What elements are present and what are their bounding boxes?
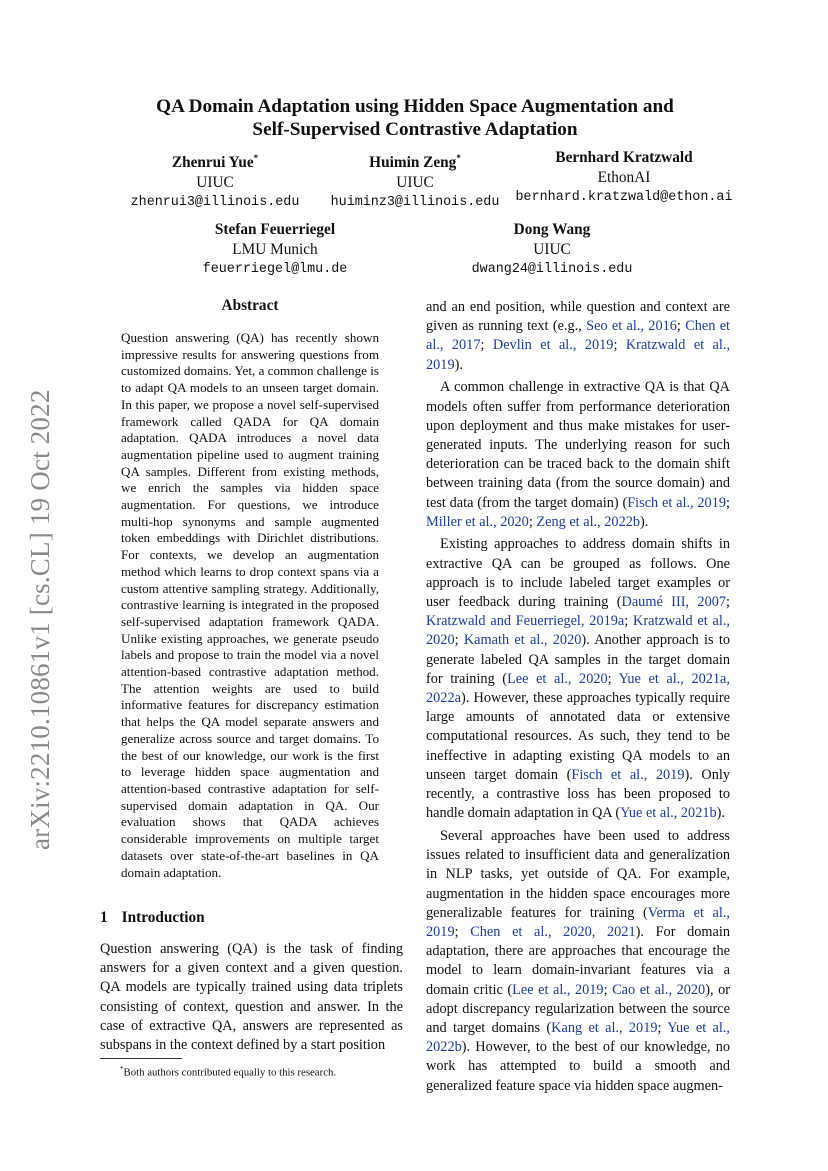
citation-link[interactable]: Seo et al., 2016: [586, 318, 677, 335]
author-affiliation: LMU Munich: [232, 241, 318, 258]
author-block: [175, 220, 375, 280]
paragraph: Existing approaches to address domain shifts in extractive QA can be grouped as follows. One approach is to include labeled target examples or user feedback during training (Daumé III, 2007; Kratzwald and Feuerriegel, 2019a; Kratzwald et al., 2020; Kamath et al., 2020). Another approach is to generate labeled QA samples in the target domain for training (Lee et al., 2020; Yue et al., 2021a, 2022a). However, these approaches typically require large amounts of annotated data or extensive computational resources. As such, they tend to be ineffective in adapting existing QA models to an unseen target domain (Fisch et al., 2019). Only recently, a contrastive loss has been proposed to handle domain adaptation in QA (Yue et al., 2021b).: [426, 536, 731, 822]
citation-link[interactable]: Daumé III, 2007: [621, 594, 727, 611]
arxiv-identifier: arXiv:2210.10861v1 [cs.CL] 19 Oct 2022: [25, 389, 55, 850]
title-line-1: QA Domain Adaptation using Hidden Space Augmentation and: [156, 96, 674, 117]
right-column: [426, 298, 730, 1096]
citation-link[interactable]: Chen et al., 2020, 2021: [470, 924, 636, 940]
citation-link[interactable]: Lee et al., 2019: [512, 981, 604, 998]
paper-title: [100, 95, 730, 141]
citation-link[interactable]: Kratzwald and Feuerriegel, 2019a: [426, 613, 625, 630]
citation-link[interactable]: Chen et al., 2017: [426, 318, 731, 354]
citation-link[interactable]: Lee et al., 2020: [507, 670, 608, 687]
citation-link[interactable]: Kamath et al., 2020: [463, 632, 582, 649]
author-email: feuerriegel@lmu.de: [202, 262, 348, 277]
abstract-text: Question answering (QA) has recently shown impressive results for answering questions from customized domains. Yet, a common challenge is to adapt QA models to an unseen target domain. In this paper, we propose a novel self-supervised framework called QADA for QA domain adaptation. QADA introduces a novel data augmentation pipeline used to augment training QA samples. Different from existing methods, we enrich the samples via hidden space augmentation. For questions, we introduce multi-hop synonyms and sample augmented token embeddings with Dirichlet distributions. For contexts, we develop an augmentation method which learns to drop context spans via a custom attentive sampling strategy. Additionally, contrastive learning is integrated in the proposed self-supervised adaptation framework QADA. Unlike existing approaches, we generate pseudo labels and propose to train the model via a novel attention-based contrastive adaptation method. The attention weights are used to build informative features for discrepancy estimation that helps the QA model separate answers and generalize across source and target domains. To the best of our knowledge, our work is the first to leverage hidden space augmentation and attention-based contrastive adaptation for self-supervised domain adaptation in QA. Our evaluation shows that QADA achieves considerable improvements on multiple target datasets over state-of-the-art baselines in QA domain adaptation.: [121, 330, 379, 880]
citation-link[interactable]: Miller et al., 2020: [426, 513, 529, 530]
section-heading: [100, 909, 205, 927]
author-email: bernhard.kratzwald@ethon.ai: [515, 190, 733, 205]
author-name: Huimin Zeng*: [369, 153, 461, 172]
author-name: Stefan Feuerriegel: [214, 221, 336, 238]
introduction-paragraph: Question answering (QA) is the task of finding answers for a given context and a given question. QA models are typically trained using data triplets consisting of context, question and answer. In the case of extractive QA, answers are represented as subspans in the context defined by a start position: [100, 941, 403, 1054]
citation-link[interactable]: Verma et al., 2019: [426, 904, 731, 940]
citation-link[interactable]: Yue et al., 2021a, 2022a: [426, 670, 730, 707]
citation-link[interactable]: Fisch et al., 2019: [571, 766, 685, 783]
paragraph: Several approaches have been used to address issues related to insufficient data and generalization in NLP tasks, yet outside of QA. For example, augmentation in the hidden space encourages more generalizable features for training (Verma et al., 2019; Chen et al., 2020, 2021). For domain adaptation, there are approaches that encourage the model to learn domain-invariant features via a domain critic (Lee et al., 2019; Cao et al., 2020), or adopt discrepancy regularization between the source and target domains (Kang et al., 2019; Yue et al., 2022b). However, to the best of our knowledge, no work has attempted to build a smooth and generalized feature space via hidden space augmen-: [426, 827, 731, 1094]
author-affiliation: UIUC: [533, 241, 571, 258]
author-block: [320, 148, 510, 213]
citation-link[interactable]: Yue et al., 2022b: [426, 1020, 730, 1056]
citation-link[interactable]: Devlin et al., 2019: [492, 337, 614, 354]
author-name: Bernhard Kratzwald: [555, 149, 693, 166]
author-email: huiminz3@illinois.edu: [330, 195, 500, 211]
citation-link[interactable]: Kratzwald et al., 2020: [426, 613, 730, 649]
author-block: [100, 148, 330, 213]
author-email: zhenrui3@illinois.edu: [130, 195, 300, 211]
author-block: [452, 220, 652, 280]
title-line-2: Self-Supervised Contrastive Adaptation: [252, 119, 578, 140]
citation-link[interactable]: Kratzwald et al., 2019: [426, 337, 731, 373]
author-email: dwang24@illinois.edu: [471, 262, 633, 277]
author-block: [506, 148, 742, 208]
citation-link[interactable]: Kang et al., 2019: [551, 1020, 658, 1037]
citation-link[interactable]: Zeng et al., 2022b: [536, 513, 641, 530]
section-number: 1: [100, 909, 108, 926]
author-name: Zhenrui Yue*: [171, 153, 259, 172]
paragraph: and an end position, while question and context are given as running text (e.g., Seo et al., 2016; Chen et al., 2017; Devlin et al., 2019; Kratzwald et al., 2019).: [426, 299, 731, 373]
author-affiliation: UIUC: [196, 174, 234, 192]
citation-link[interactable]: Cao et al., 2020: [612, 981, 706, 998]
citation-link[interactable]: Fisch et al., 2019: [627, 494, 726, 511]
section-title: Introduction: [121, 909, 205, 926]
paragraph: A common challenge in extractive QA is that QA models often suffer from performance deterioration upon deployment and thus make mistakes for user-generated inputs. The underlying reason for such deterioration can be traced back to the domain shift between training data (from the source domain) and test data (from the target domain) (Fisch et al., 2019; Miller et al., 2020; Zeng et al., 2022b).: [426, 379, 730, 530]
author-name: Dong Wang: [513, 221, 591, 238]
footnote: *Both authors contributed equally to this research.: [120, 1065, 337, 1079]
author-affiliation: EthonAI: [597, 169, 651, 186]
abstract-heading: Abstract: [221, 297, 279, 314]
citation-link[interactable]: Yue et al., 2021b: [620, 805, 717, 822]
footnote-rule: [100, 1058, 182, 1059]
author-affiliation: UIUC: [396, 174, 434, 192]
